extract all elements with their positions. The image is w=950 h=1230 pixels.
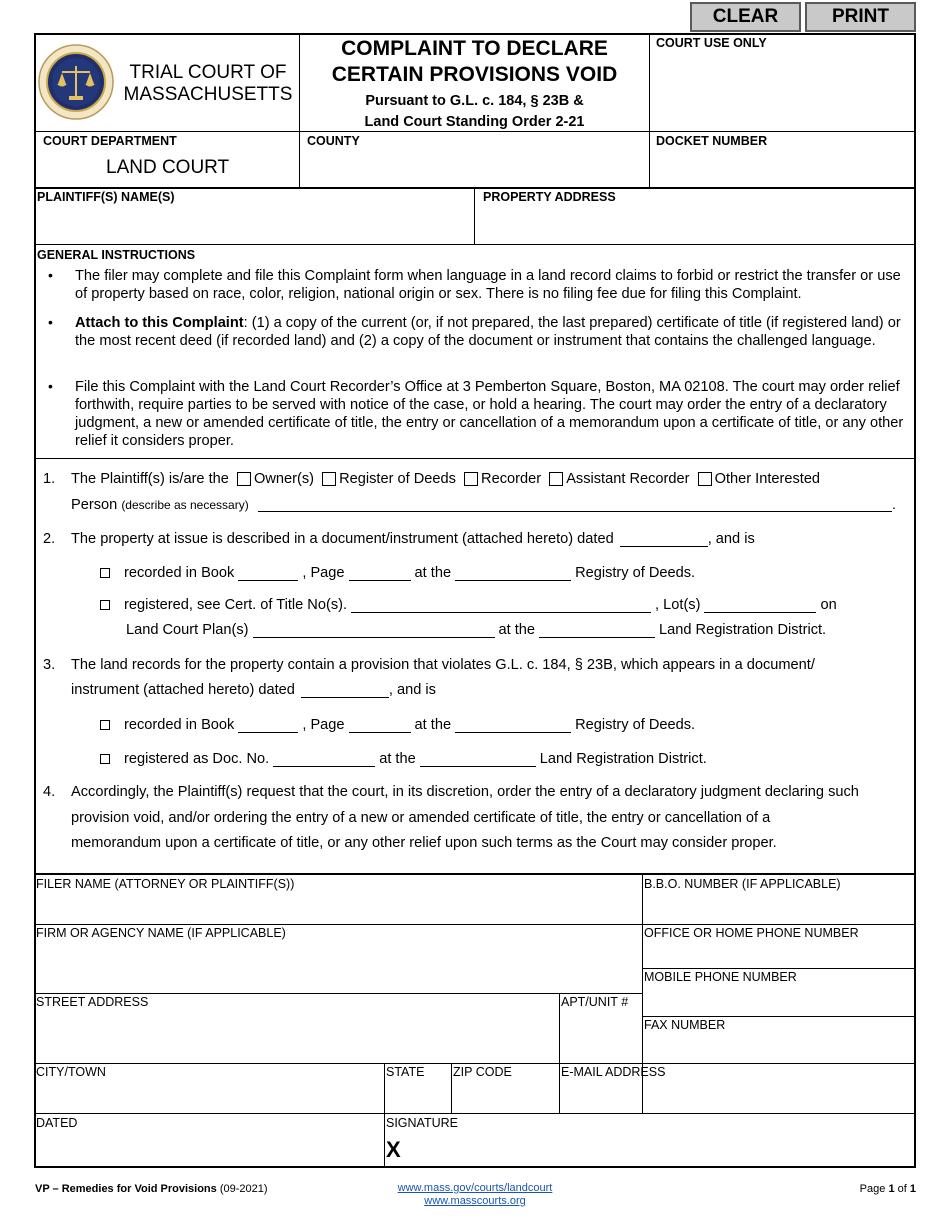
plan-blank[interactable] [253, 623, 495, 638]
dated-field[interactable] [36, 1134, 381, 1164]
mobile-phone-field[interactable] [644, 987, 912, 1014]
bullet-icon: • [48, 378, 53, 394]
apt-unit-label: APT/UNIT # [561, 995, 629, 1009]
court-department-value: LAND COURT [106, 157, 230, 178]
instruction-1: The filer may complete and file this Complaint form when language in a land record claims to forbid or restrict the transfer or use of property based on race, color, religion, national origin or sex. There is no filing fee due for filing this Complaint. [75, 268, 901, 302]
item-2-registered-line: registered, see Cert. of Title No(s). , Lot(s) on [100, 595, 837, 615]
recorder-checkbox[interactable] [464, 472, 478, 486]
fax-number-label: FAX NUMBER [644, 1018, 726, 1032]
zip-code-field[interactable] [453, 1082, 556, 1110]
page-blank[interactable] [349, 566, 411, 581]
district-blank[interactable] [420, 752, 536, 767]
office-phone-field[interactable] [644, 943, 912, 967]
clear-button[interactable]: CLEAR [690, 2, 801, 32]
item-1-line: The Plaintiff(s) is/are the Owner(s) Register of Deeds Recorder Assistant Recorder Other Interested [71, 471, 821, 487]
court-department-label: COURT DEPARTMENT [43, 134, 177, 148]
item-2-recorded-line: recorded in Book , Page at the Registry of Deeds. [100, 563, 695, 583]
instruction-2: Attach to this Complaint: (1) a copy of the current (or, if not prepared, the last prepared) certificate of title (if registered land) or the most recent deed (if recorded land) and (2) a copy of the document or instrument that contains the challenged language. [75, 315, 901, 349]
describe-line[interactable] [258, 511, 892, 512]
doc-number-blank[interactable] [273, 752, 375, 767]
register-of-deeds-checkbox[interactable] [322, 472, 336, 486]
filer-name-field[interactable] [36, 894, 636, 922]
property-address-field[interactable] [481, 208, 911, 240]
bbo-number-field[interactable] [644, 894, 912, 922]
bullet-icon: • [48, 267, 53, 283]
registry-blank[interactable] [455, 718, 571, 733]
footer-links [355, 1182, 595, 1208]
date-blank[interactable] [620, 532, 708, 547]
item-3-recorded-line: recorded in Book , Page at the Registry of Deeds. [100, 715, 695, 735]
plaintiff-names-label: PLAINTIFF(S) NAME(S) [37, 190, 175, 204]
item-4-line1: Accordingly, the Plaintiff(s) request that the court, in its discretion, order the entry of a declaratory judgment declaring such [71, 784, 859, 800]
signature-mark: X [386, 1137, 401, 1162]
item-number: 4. [43, 784, 56, 800]
recorded-checkbox[interactable] [100, 568, 110, 578]
state-label: STATE [386, 1065, 425, 1079]
recorded-checkbox[interactable] [100, 720, 110, 730]
page-number: Page 1 of 1 [859, 1183, 916, 1195]
property-address-label: PROPERTY ADDRESS [483, 190, 616, 204]
page-blank[interactable] [349, 718, 411, 733]
owner-checkbox[interactable] [237, 472, 251, 486]
item-1-person-line: Person (describe as necessary) [71, 497, 249, 513]
item-number: 3. [43, 657, 56, 673]
dated-label: DATED [36, 1116, 78, 1130]
item-3-registered-line: registered as Doc. No. at the Land Registration District. [100, 749, 707, 769]
form-title: COMPLAINT TO DECLARE CERTAIN PROVISIONS VOID [331, 37, 618, 86]
court-use-only-label: COURT USE ONLY [656, 36, 767, 50]
docket-number-field[interactable] [654, 152, 910, 182]
firm-name-label: FIRM OR AGENCY NAME (IF APPLICABLE) [36, 926, 286, 940]
street-address-field[interactable] [36, 1012, 555, 1060]
mobile-phone-label: MOBILE PHONE NUMBER [644, 970, 797, 984]
registered-checkbox[interactable] [100, 600, 110, 610]
bbo-number-label: B.B.O. NUMBER (IF APPLICABLE) [644, 877, 841, 891]
firm-name-field[interactable] [36, 944, 636, 990]
lots-blank[interactable] [704, 598, 816, 613]
book-blank[interactable] [238, 566, 298, 581]
apt-unit-field[interactable] [561, 1012, 640, 1060]
item-4-line3: memorandum upon a certificate of title, or any other relief upon such terms as the Court may consider proper. [71, 835, 777, 851]
item-2-line: The property at issue is described in a document/instrument (attached hereto) dated , and is [71, 531, 755, 547]
fax-number-field[interactable] [644, 1035, 912, 1061]
book-blank[interactable] [238, 718, 298, 733]
masscourts-link[interactable]: www.masscourts.org [424, 1195, 526, 1207]
registry-blank[interactable] [455, 566, 571, 581]
other-interested-checkbox[interactable] [698, 472, 712, 486]
plaintiff-names-field[interactable] [37, 208, 469, 240]
court-name: TRIAL COURT OF MASSACHUSETTS [123, 62, 293, 105]
county-label: COUNTY [307, 134, 360, 148]
item-4-line2: provision void, and/or ordering the entry of a new or amended certificate of title, the entry or cancellation of a [71, 810, 771, 826]
bullet-icon: • [48, 314, 53, 330]
cert-blank[interactable] [351, 598, 651, 613]
signature-label: SIGNATURE [386, 1116, 458, 1130]
form-id: VP – Remedies for Void Provisions (09-2021) [35, 1183, 268, 1195]
item-number: 2. [43, 531, 56, 547]
court-seal-icon [38, 44, 114, 120]
signature-field[interactable] [410, 1134, 910, 1164]
email-address-label: E-MAIL ADDRESS [561, 1065, 666, 1079]
item-2-plan-line: Land Court Plan(s) at the Land Registration District. [126, 622, 827, 638]
district-blank[interactable] [539, 623, 655, 638]
docket-number-label: DOCKET NUMBER [656, 134, 768, 148]
instruction-3: File this Complaint with the Land Court Recorder’s Office at 3 Pemberton Square, Boston, MA 02108. The court may order relief forthwith, require parties to be served with notice of the case, or hold a hearing. The court may order the entry of a declaratory judgment, a new or amended certificate of title, the entry or cancellation of a memorandum upon a certificate of title, or any other relief it considers proper. [75, 379, 904, 449]
county-field[interactable] [305, 152, 643, 182]
item-3-line1: The land records for the property contain a provision that violates G.L. c. 184, § 23B, which appears in a document/ [71, 657, 815, 673]
zip-code-label: ZIP CODE [453, 1065, 512, 1079]
office-phone-label: OFFICE OR HOME PHONE NUMBER [644, 926, 859, 940]
filer-name-label: FILER NAME (ATTORNEY OR PLAINTIFF(S)) [36, 877, 295, 891]
registered-checkbox[interactable] [100, 754, 110, 764]
street-address-label: STREET ADDRESS [36, 995, 149, 1009]
date-blank[interactable] [301, 683, 389, 698]
city-town-label: CITY/TOWN [36, 1065, 106, 1079]
item-3-line2: instrument (attached hereto) dated , and is [71, 682, 436, 698]
form-subtitle: Pursuant to G.L. c. 184, § 23B & Land Court Standing Order 2-21 [364, 93, 585, 130]
print-button[interactable]: PRINT [805, 2, 916, 32]
email-address-field[interactable] [561, 1082, 912, 1110]
general-instructions-heading: GENERAL INSTRUCTIONS [37, 248, 196, 262]
city-town-field[interactable] [36, 1082, 381, 1110]
item-number: 1. [43, 471, 56, 487]
landcourt-link[interactable]: www.mass.gov/courts/landcourt [397, 1182, 553, 1194]
state-field[interactable] [386, 1082, 448, 1110]
assistant-recorder-checkbox[interactable] [549, 472, 563, 486]
